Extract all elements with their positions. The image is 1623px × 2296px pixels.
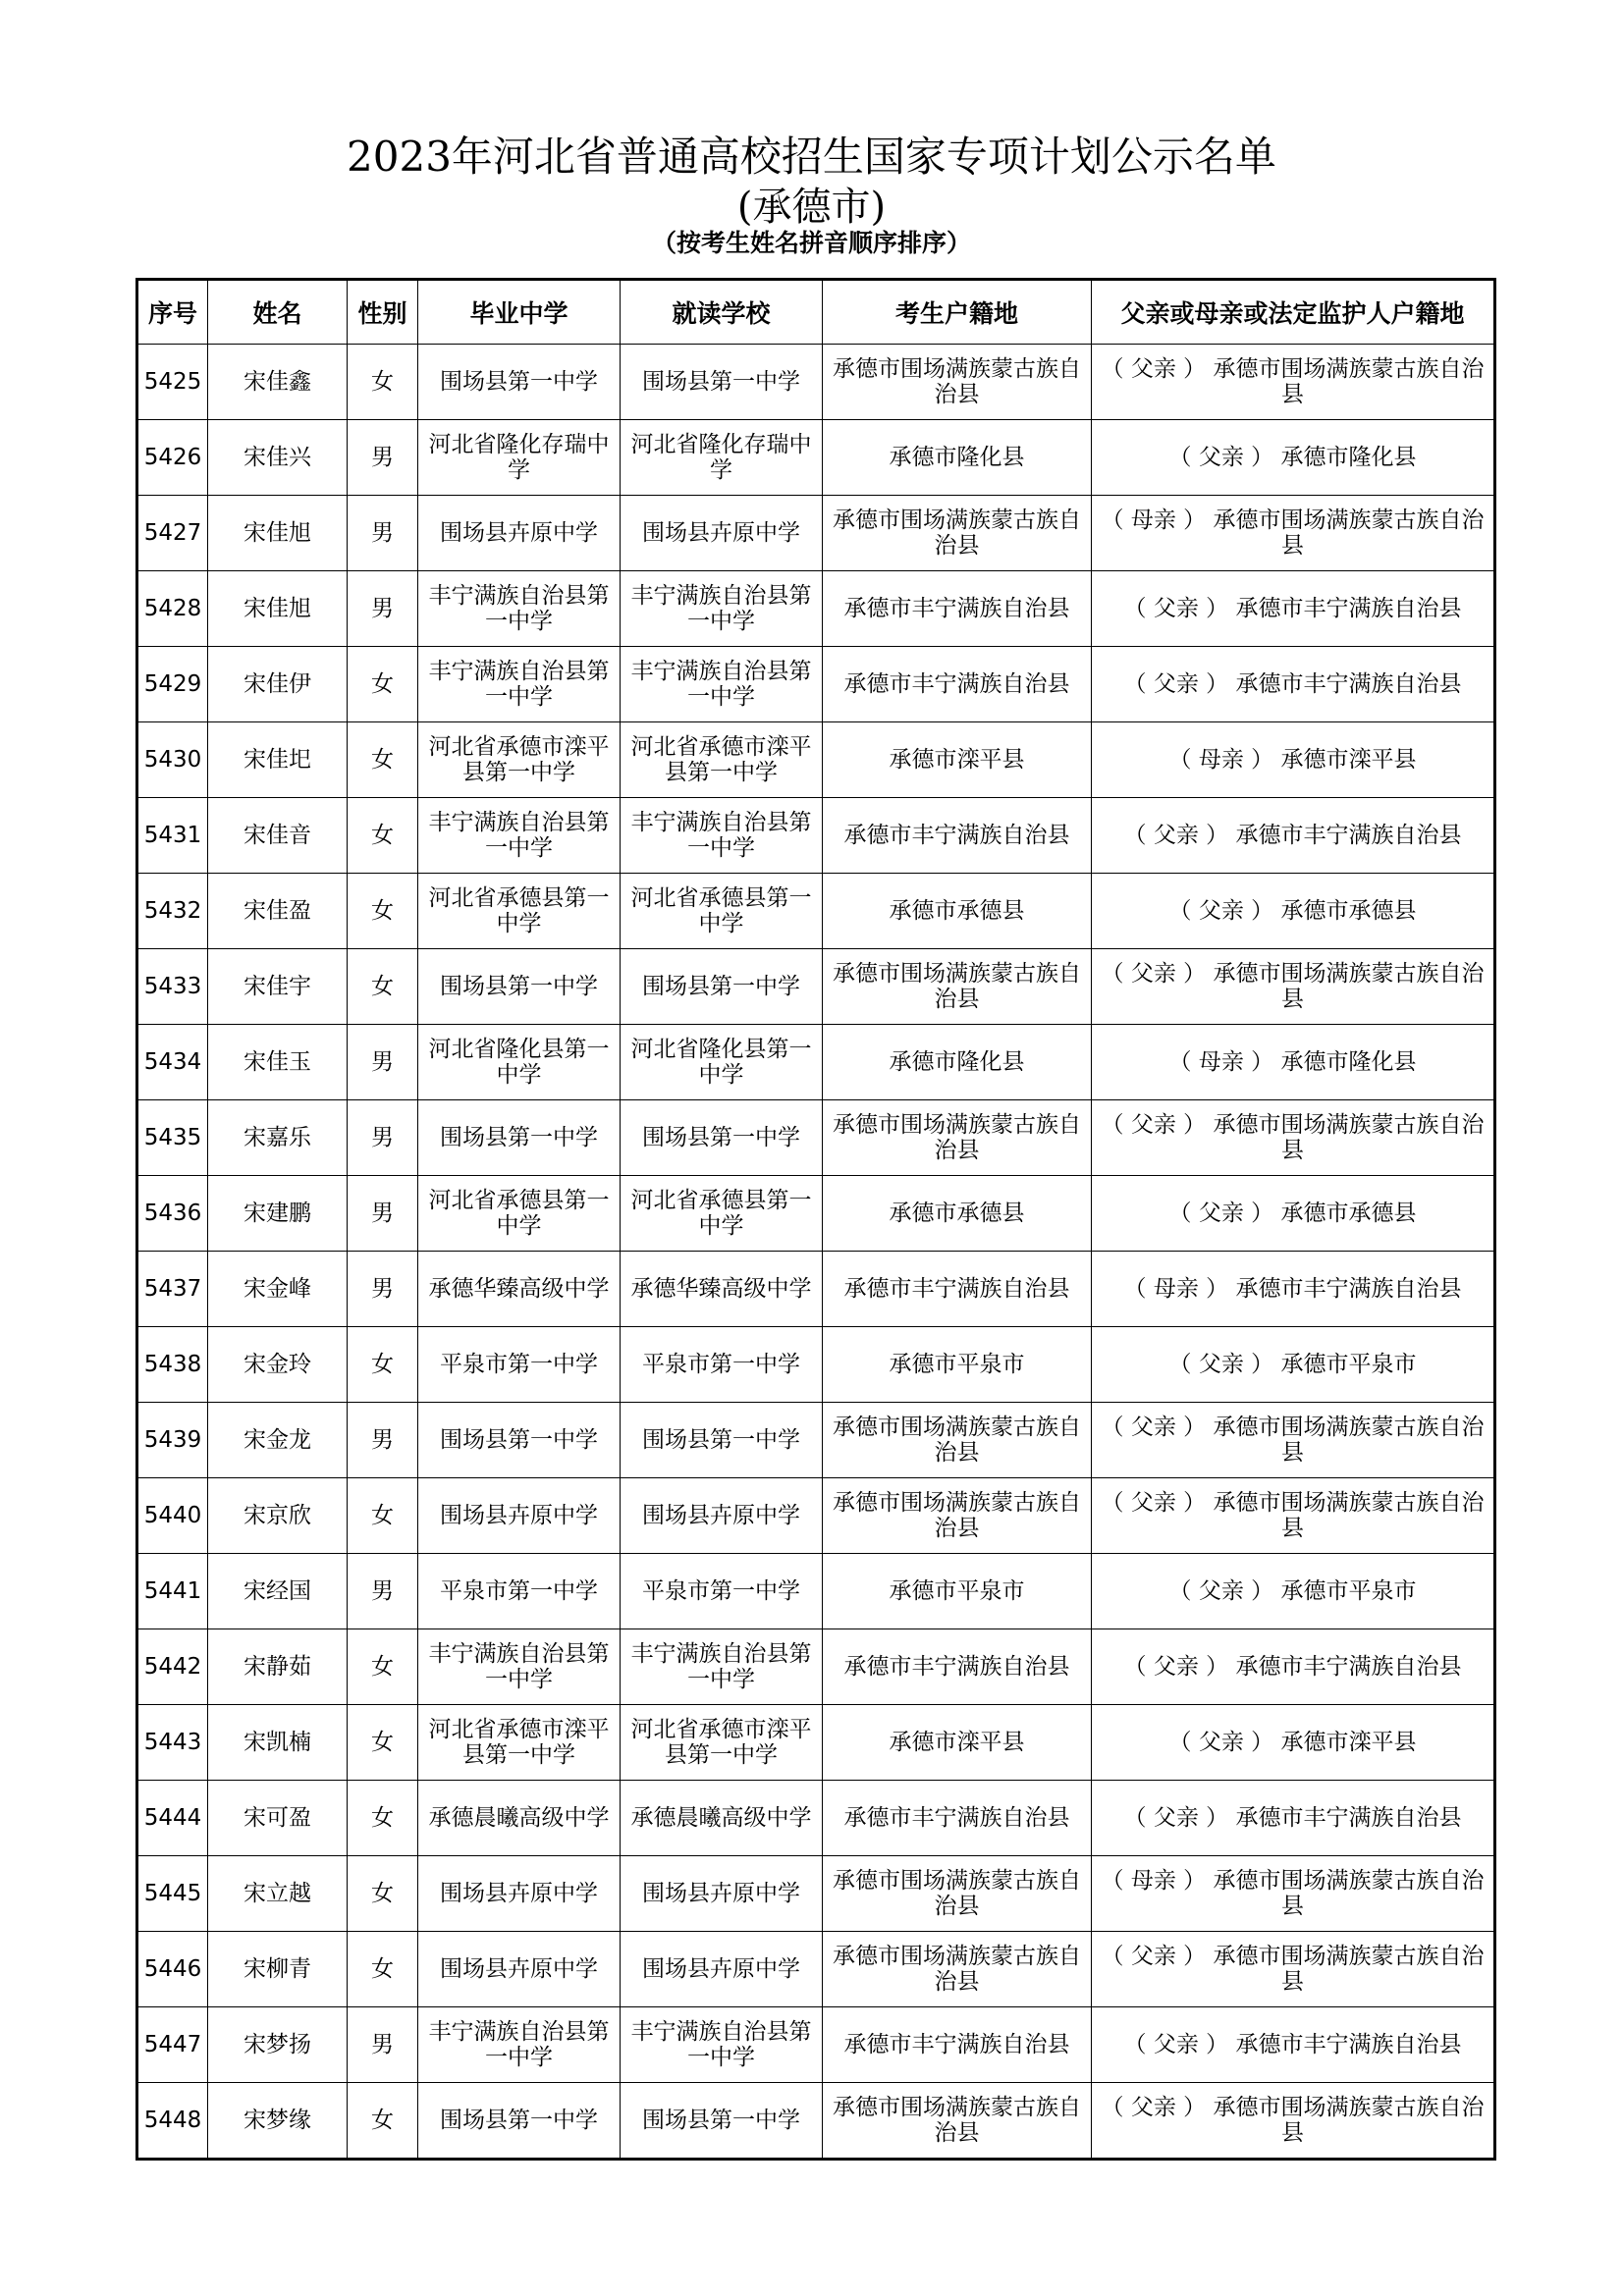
cell-seq: 5433 — [137, 949, 208, 1025]
cell-name: 宋静茹 — [208, 1629, 348, 1705]
cell-grad-school: 围场县卉原中学 — [418, 1932, 621, 2007]
cell-gender: 女 — [348, 1629, 418, 1705]
cell-grad-school: 平泉市第一中学 — [418, 1554, 621, 1629]
col-header-name: 姓名 — [208, 280, 348, 345]
cell-name: 宋佳兴 — [208, 420, 348, 496]
cell-guardian-residence: （ 父亲 ） 承德市丰宁满族自治县 — [1092, 647, 1495, 722]
cell-school: 围场县卉原中学 — [621, 1478, 823, 1554]
cell-guardian-residence: （ 父亲 ） 承德市平泉市 — [1092, 1327, 1495, 1403]
cell-seq: 5436 — [137, 1176, 208, 1252]
cell-grad-school: 承德晨曦高级中学 — [418, 1781, 621, 1856]
cell-residence: 承德市承德县 — [823, 1176, 1092, 1252]
cell-guardian-residence: （ 父亲 ） 承德市围场满族蒙古族自治县 — [1092, 1932, 1495, 2007]
table-row — [137, 1176, 1495, 1252]
cell-gender: 女 — [348, 1932, 418, 2007]
cell-guardian-residence: （ 父亲 ） 承德市承德县 — [1092, 1176, 1495, 1252]
cell-school: 围场县第一中学 — [621, 1403, 823, 1478]
cell-seq: 5430 — [137, 722, 208, 798]
table-row — [137, 1025, 1495, 1100]
cell-gender: 女 — [348, 1327, 418, 1403]
cell-seq: 5439 — [137, 1403, 208, 1478]
cell-gender: 女 — [348, 874, 418, 949]
table-row — [137, 1781, 1495, 1856]
table-row — [137, 2007, 1495, 2083]
cell-seq: 5442 — [137, 1629, 208, 1705]
cell-residence: 承德市丰宁满族自治县 — [823, 571, 1092, 647]
table-row — [137, 1705, 1495, 1781]
col-header-gender: 性别 — [348, 280, 418, 345]
cell-seq: 5432 — [137, 874, 208, 949]
cell-school: 河北省承德市滦平县第一中学 — [621, 722, 823, 798]
cell-gender: 女 — [348, 1781, 418, 1856]
table-row — [137, 874, 1495, 949]
cell-grad-school: 围场县卉原中学 — [418, 1856, 621, 1932]
cell-guardian-residence: （ 母亲 ） 承德市围场满族蒙古族自治县 — [1092, 1856, 1495, 1932]
cell-seq: 5440 — [137, 1478, 208, 1554]
cell-school: 承德华臻高级中学 — [621, 1252, 823, 1327]
cell-residence: 承德市围场满族蒙古族自治县 — [823, 345, 1092, 420]
cell-name: 宋凯楠 — [208, 1705, 348, 1781]
cell-seq: 5431 — [137, 798, 208, 874]
cell-name: 宋梦扬 — [208, 2007, 348, 2083]
cell-name: 宋佳鑫 — [208, 345, 348, 420]
cell-seq: 5446 — [137, 1932, 208, 2007]
cell-grad-school: 平泉市第一中学 — [418, 1327, 621, 1403]
cell-school: 河北省承德县第一中学 — [621, 874, 823, 949]
cell-school: 围场县卉原中学 — [621, 496, 823, 571]
cell-seq: 5437 — [137, 1252, 208, 1327]
cell-school: 围场县卉原中学 — [621, 1932, 823, 2007]
cell-gender: 男 — [348, 1554, 418, 1629]
cell-grad-school: 河北省隆化县第一中学 — [418, 1025, 621, 1100]
cell-grad-school: 河北省承德市滦平县第一中学 — [418, 1705, 621, 1781]
cell-guardian-residence: （ 父亲 ） 承德市丰宁满族自治县 — [1092, 571, 1495, 647]
cell-gender: 女 — [348, 1478, 418, 1554]
cell-seq: 5441 — [137, 1554, 208, 1629]
cell-seq: 5425 — [137, 345, 208, 420]
cell-guardian-residence: （ 父亲 ） 承德市平泉市 — [1092, 1554, 1495, 1629]
cell-school: 围场县第一中学 — [621, 2083, 823, 2160]
cell-grad-school: 围场县第一中学 — [418, 345, 621, 420]
cell-guardian-residence: （ 父亲 ） 承德市围场满族蒙古族自治县 — [1092, 345, 1495, 420]
cell-grad-school: 丰宁满族自治县第一中学 — [418, 571, 621, 647]
cell-name: 宋佳旭 — [208, 496, 348, 571]
cell-grad-school: 丰宁满族自治县第一中学 — [418, 2007, 621, 2083]
table-row — [137, 1100, 1495, 1176]
col-header-grad-school: 毕业中学 — [418, 280, 621, 345]
cell-gender: 女 — [348, 647, 418, 722]
cell-seq: 5447 — [137, 2007, 208, 2083]
cell-name: 宋京欣 — [208, 1478, 348, 1554]
cell-residence: 承德市丰宁满族自治县 — [823, 1629, 1092, 1705]
cell-residence: 承德市滦平县 — [823, 722, 1092, 798]
cell-name: 宋嘉乐 — [208, 1100, 348, 1176]
col-header-seq: 序号 — [137, 280, 208, 345]
cell-school: 丰宁满族自治县第一中学 — [621, 647, 823, 722]
table-header-row — [137, 280, 1495, 345]
table-row — [137, 496, 1495, 571]
cell-school: 围场县第一中学 — [621, 345, 823, 420]
cell-guardian-residence: （ 父亲 ） 承德市丰宁满族自治县 — [1092, 1781, 1495, 1856]
cell-name: 宋佳玉 — [208, 1025, 348, 1100]
candidate-table — [135, 278, 1496, 2161]
cell-seq: 5428 — [137, 571, 208, 647]
cell-gender: 男 — [348, 1100, 418, 1176]
table-row — [137, 1478, 1495, 1554]
cell-school: 平泉市第一中学 — [621, 1554, 823, 1629]
cell-seq: 5443 — [137, 1705, 208, 1781]
col-header-residence: 考生户籍地 — [823, 280, 1092, 345]
cell-guardian-residence: （ 父亲 ） 承德市承德县 — [1092, 874, 1495, 949]
cell-gender: 男 — [348, 571, 418, 647]
table-row — [137, 1554, 1495, 1629]
cell-grad-school: 丰宁满族自治县第一中学 — [418, 647, 621, 722]
table-row — [137, 722, 1495, 798]
cell-residence: 承德市围场满族蒙古族自治县 — [823, 949, 1092, 1025]
cell-grad-school: 围场县卉原中学 — [418, 496, 621, 571]
cell-seq: 5448 — [137, 2083, 208, 2160]
cell-school: 平泉市第一中学 — [621, 1327, 823, 1403]
cell-residence: 承德市平泉市 — [823, 1327, 1092, 1403]
cell-name: 宋佳伊 — [208, 647, 348, 722]
cell-residence: 承德市隆化县 — [823, 420, 1092, 496]
table-row — [137, 798, 1495, 874]
cell-gender: 女 — [348, 345, 418, 420]
cell-name: 宋柳青 — [208, 1932, 348, 2007]
cell-residence: 承德市围场满族蒙古族自治县 — [823, 496, 1092, 571]
cell-name: 宋佳宇 — [208, 949, 348, 1025]
cell-name: 宋金峰 — [208, 1252, 348, 1327]
col-header-guardian-residence: 父亲或母亲或法定监护人户籍地 — [1092, 280, 1495, 345]
cell-residence: 承德市丰宁满族自治县 — [823, 2007, 1092, 2083]
cell-gender: 男 — [348, 1252, 418, 1327]
cell-school: 围场县卉原中学 — [621, 1856, 823, 1932]
cell-name: 宋经国 — [208, 1554, 348, 1629]
cell-school: 河北省承德市滦平县第一中学 — [621, 1705, 823, 1781]
cell-gender: 女 — [348, 1856, 418, 1932]
cell-guardian-residence: （ 父亲 ） 承德市滦平县 — [1092, 1705, 1495, 1781]
cell-guardian-residence: （ 父亲 ） 承德市围场满族蒙古族自治县 — [1092, 1100, 1495, 1176]
cell-residence: 承德市围场满族蒙古族自治县 — [823, 1932, 1092, 2007]
cell-grad-school: 围场县第一中学 — [418, 1100, 621, 1176]
cell-residence: 承德市丰宁满族自治县 — [823, 647, 1092, 722]
cell-seq: 5445 — [137, 1856, 208, 1932]
cell-grad-school: 承德华臻高级中学 — [418, 1252, 621, 1327]
cell-residence: 承德市滦平县 — [823, 1705, 1092, 1781]
cell-guardian-residence: （ 父亲 ） 承德市围场满族蒙古族自治县 — [1092, 1478, 1495, 1554]
cell-guardian-residence: （ 母亲 ） 承德市滦平县 — [1092, 722, 1495, 798]
cell-name: 宋佳音 — [208, 798, 348, 874]
cell-school: 丰宁满族自治县第一中学 — [621, 2007, 823, 2083]
cell-name: 宋可盈 — [208, 1781, 348, 1856]
cell-gender: 女 — [348, 1705, 418, 1781]
cell-grad-school: 围场县第一中学 — [418, 949, 621, 1025]
cell-residence: 承德市围场满族蒙古族自治县 — [823, 1403, 1092, 1478]
cell-name: 宋建鹏 — [208, 1176, 348, 1252]
cell-residence: 承德市围场满族蒙古族自治县 — [823, 1100, 1092, 1176]
cell-school: 丰宁满族自治县第一中学 — [621, 571, 823, 647]
table-row — [137, 1932, 1495, 2007]
cell-seq: 5444 — [137, 1781, 208, 1856]
cell-gender: 男 — [348, 1403, 418, 1478]
cell-seq: 5427 — [137, 496, 208, 571]
cell-gender: 女 — [348, 798, 418, 874]
cell-gender: 女 — [348, 949, 418, 1025]
cell-guardian-residence: （ 父亲 ） 承德市丰宁满族自治县 — [1092, 1629, 1495, 1705]
cell-name: 宋金龙 — [208, 1403, 348, 1478]
table-row — [137, 1629, 1495, 1705]
cell-name: 宋佳圯 — [208, 722, 348, 798]
cell-grad-school: 围场县卉原中学 — [418, 1478, 621, 1554]
cell-grad-school: 丰宁满族自治县第一中学 — [418, 1629, 621, 1705]
cell-residence: 承德市围场满族蒙古族自治县 — [823, 1478, 1092, 1554]
cell-name: 宋立越 — [208, 1856, 348, 1932]
cell-residence: 承德市平泉市 — [823, 1554, 1092, 1629]
table-row — [137, 949, 1495, 1025]
cell-grad-school: 河北省承德市滦平县第一中学 — [418, 722, 621, 798]
cell-residence: 承德市隆化县 — [823, 1025, 1092, 1100]
cell-grad-school: 河北省承德县第一中学 — [418, 1176, 621, 1252]
cell-name: 宋佳旭 — [208, 571, 348, 647]
sort-note: （按考生姓名拼音顺序排序） — [651, 229, 971, 257]
table-row — [137, 1327, 1495, 1403]
cell-gender: 男 — [348, 2007, 418, 2083]
cell-name: 宋金玲 — [208, 1327, 348, 1403]
cell-school: 丰宁满族自治县第一中学 — [621, 798, 823, 874]
cell-grad-school: 河北省隆化存瑞中学 — [418, 420, 621, 496]
cell-gender: 女 — [348, 722, 418, 798]
cell-guardian-residence: （ 母亲 ） 承德市丰宁满族自治县 — [1092, 1252, 1495, 1327]
cell-guardian-residence: （ 父亲 ） 承德市围场满族蒙古族自治县 — [1092, 1403, 1495, 1478]
cell-school: 围场县第一中学 — [621, 949, 823, 1025]
cell-guardian-residence: （ 母亲 ） 承德市隆化县 — [1092, 1025, 1495, 1100]
cell-name: 宋梦缘 — [208, 2083, 348, 2160]
table-row — [137, 571, 1495, 647]
page-subtitle: (承德市) — [736, 185, 887, 230]
cell-seq: 5434 — [137, 1025, 208, 1100]
table-row — [137, 345, 1495, 420]
cell-residence: 承德市围场满族蒙古族自治县 — [823, 2083, 1092, 2160]
cell-seq: 5435 — [137, 1100, 208, 1176]
cell-school: 围场县第一中学 — [621, 1100, 823, 1176]
cell-residence: 承德市丰宁满族自治县 — [823, 798, 1092, 874]
col-header-school: 就读学校 — [621, 280, 823, 345]
cell-school: 丰宁满族自治县第一中学 — [621, 1629, 823, 1705]
cell-guardian-residence: （ 父亲 ） 承德市围场满族蒙古族自治县 — [1092, 949, 1495, 1025]
cell-guardian-residence: （ 父亲 ） 承德市丰宁满族自治县 — [1092, 798, 1495, 874]
cell-gender: 男 — [348, 1176, 418, 1252]
cell-school: 河北省隆化县第一中学 — [621, 1025, 823, 1100]
table-row — [137, 1856, 1495, 1932]
table-row — [137, 420, 1495, 496]
cell-guardian-residence: （ 父亲 ） 承德市丰宁满族自治县 — [1092, 2007, 1495, 2083]
cell-school: 承德晨曦高级中学 — [621, 1781, 823, 1856]
table-row — [137, 1403, 1495, 1478]
cell-name: 宋佳盈 — [208, 874, 348, 949]
cell-seq: 5426 — [137, 420, 208, 496]
cell-seq: 5438 — [137, 1327, 208, 1403]
cell-residence: 承德市丰宁满族自治县 — [823, 1781, 1092, 1856]
cell-grad-school: 河北省承德县第一中学 — [418, 874, 621, 949]
table-row — [137, 1252, 1495, 1327]
cell-seq: 5429 — [137, 647, 208, 722]
cell-residence: 承德市围场满族蒙古族自治县 — [823, 1856, 1092, 1932]
cell-grad-school: 围场县第一中学 — [418, 2083, 621, 2160]
cell-guardian-residence: （ 父亲 ） 承德市隆化县 — [1092, 420, 1495, 496]
table-row — [137, 647, 1495, 722]
cell-residence: 承德市丰宁满族自治县 — [823, 1252, 1092, 1327]
cell-guardian-residence: （ 母亲 ） 承德市围场满族蒙古族自治县 — [1092, 496, 1495, 571]
cell-gender: 女 — [348, 2083, 418, 2160]
cell-guardian-residence: （ 父亲 ） 承德市围场满族蒙古族自治县 — [1092, 2083, 1495, 2160]
cell-residence: 承德市承德县 — [823, 874, 1092, 949]
cell-school: 河北省承德县第一中学 — [621, 1176, 823, 1252]
cell-gender: 男 — [348, 420, 418, 496]
cell-school: 河北省隆化存瑞中学 — [621, 420, 823, 496]
cell-gender: 男 — [348, 496, 418, 571]
cell-gender: 男 — [348, 1025, 418, 1100]
table-row — [137, 2083, 1495, 2160]
cell-grad-school: 围场县第一中学 — [418, 1403, 621, 1478]
page-title: 2023年河北省普通高校招生国家专项计划公示名单 — [347, 133, 1276, 181]
cell-grad-school: 丰宁满族自治县第一中学 — [418, 798, 621, 874]
